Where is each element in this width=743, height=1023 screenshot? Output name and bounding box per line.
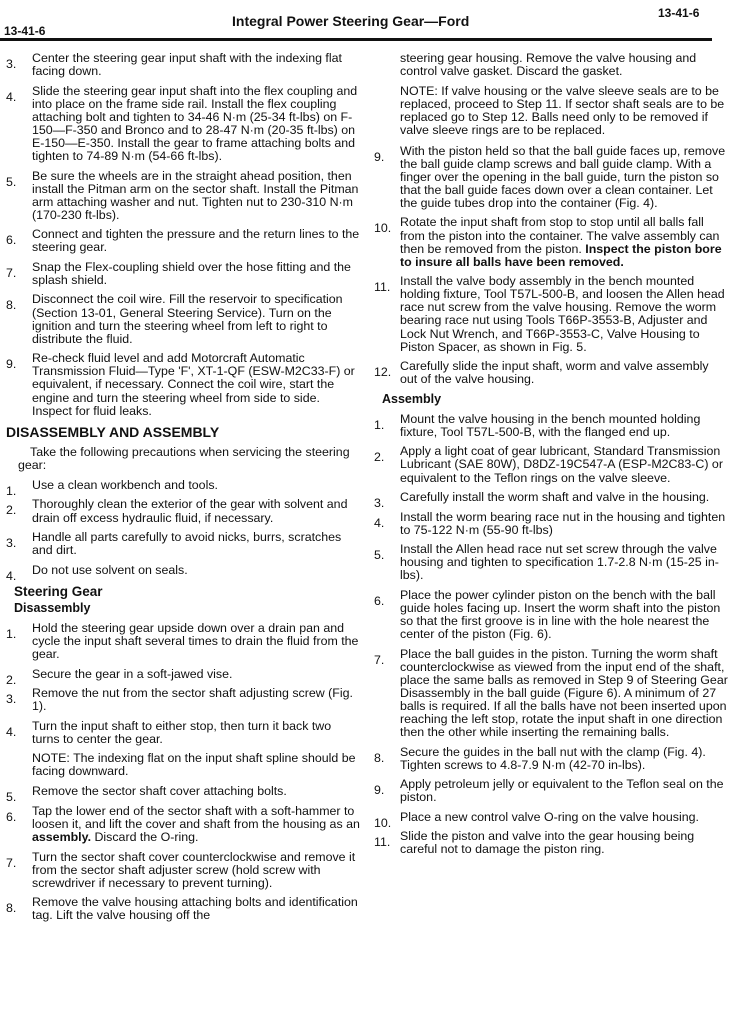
- note-text: NOTE: The indexing flat on the input shaft spline should be facing downward.: [32, 751, 356, 779]
- list-item: [374, 589, 728, 641]
- item-number: 6.: [6, 233, 17, 248]
- item-text: Turn the input shaft to either stop, then turn it back two turns to center the gear.: [32, 718, 332, 746]
- list-item: [6, 622, 362, 661]
- item-number: 1.: [6, 626, 17, 641]
- item-number: 5.: [374, 548, 385, 563]
- page-number-right: 13-41-6: [658, 6, 700, 20]
- item-number: 5.: [6, 174, 17, 189]
- item-text-after: Discard the O-ring.: [91, 830, 199, 845]
- list-item: [374, 648, 728, 740]
- item-text: Place a new control valve O-ring on the valve housing.: [400, 809, 699, 824]
- right-column: [374, 52, 728, 863]
- item-text: Remove the valve housing attaching bolts and identification tag. Lift the valve housing off the: [32, 895, 358, 923]
- item-text: Mount the valve housing in the bench mounted holding fixture, Tool T57L-500-B, with the flanged end up.: [400, 411, 701, 439]
- item-text: Install the Allen head race nut set screw through the valve housing and tighten to specification 1.7-2.8 N·m (15-25 in-lbs).: [400, 542, 719, 583]
- disassembly-list-right: [374, 145, 728, 387]
- page-header: [0, 0, 743, 44]
- list-item: [374, 490, 728, 511]
- list-item: [6, 170, 362, 222]
- item-number: 2.: [374, 450, 385, 465]
- list-item: [374, 746, 728, 772]
- install-steps-list: [6, 52, 362, 418]
- list-item: [6, 784, 362, 805]
- list-item: [6, 720, 362, 746]
- subsection-heading: Steering Gear: [14, 583, 103, 599]
- item-text: Install the valve body assembly in the bench mounted holding fixture, Tool T57L-500-B, and loosen the Allen head race nut screw from the valve housing. Remove the worm bearing race nut using Tools T66P-3553-B, Adjuster and Lock Nut Wrench, and T66P-3553-C, Valve Housing to Piston Spacer, as shown in Fig. 5.: [400, 274, 725, 354]
- item-text: Hold the steering gear upside down over a drain pan and cycle the input shaft several times to drain the fluid from the gear.: [32, 620, 359, 662]
- list-item: [6, 85, 362, 164]
- item-number: 7.: [374, 652, 385, 667]
- item-text: Secure the guides in the ball nut with the clamp (Fig. 4). Tighten screws to 4.8-7.9 N·m (42-70 in-lbs).: [400, 744, 706, 772]
- list-item: [6, 687, 362, 713]
- item-number: 10.: [374, 221, 392, 236]
- item-text: Handle all parts carefully to avoid nicks, burrs, scratches and dirt.: [32, 530, 342, 558]
- item-number: 12.: [374, 365, 392, 380]
- item-number: 8.: [374, 750, 385, 765]
- item-number: 3.: [6, 57, 17, 71]
- item-text: Be sure the wheels are in the straight ahead position, then install the Pitman arm on the sector shaft. Install the Pitman arm attaching washer and nut. Tighten nut to 230-310 N·m (170-230 ft-lbs).: [32, 168, 359, 222]
- item-number: 4.: [6, 724, 17, 739]
- header-rule: [0, 38, 712, 41]
- item-text: Apply a light coat of gear lubricant, Standard Transmission Lubricant (SAE 80W), D8DZ-19C547-A (ESP-M2C83-C) or equivalent to the Teflon rings on the valve sleeve.: [400, 444, 723, 485]
- item-text: Slide the piston and valve into the gear housing being careful not to damage the piston ring.: [400, 829, 695, 857]
- item-text-bold: Inspect the piston bore to insure all balls have been removed.: [400, 241, 722, 269]
- item-text: Slide the steering gear input shaft into the flex coupling and into place on the frame side rail. Install the flex coupling attaching bolt and tighten to 34-46 N·m (25-34 ft-lbs) on F-150—F-350 and Bronco and to 28-47 N·m (20-35 ft-lbs) on E-150—E-350. Install the gear to frame attaching bolts and tighten to 74-89 N·m (54-66 ft-lbs).: [32, 83, 358, 164]
- assembly-list: [374, 413, 728, 857]
- item-number: 8.: [6, 901, 17, 916]
- item-number: 3.: [374, 496, 385, 511]
- list-item: [6, 805, 362, 844]
- item-text: Install the worm bearing race nut in the housing and tighten to 75-122 N·m (55-90 ft-lbs): [400, 509, 726, 537]
- list-item: [374, 809, 728, 830]
- item-number: 6.: [374, 593, 385, 608]
- list-item: [6, 666, 362, 687]
- list-item: [6, 293, 362, 345]
- item-number: 3.: [6, 536, 17, 551]
- list-item: [374, 145, 728, 210]
- list-item: [6, 531, 362, 557]
- item-number: 4.: [374, 515, 385, 530]
- precautions-list: [6, 477, 362, 583]
- continued-text: steering gear housing. Remove the valve housing and control valve gasket. Discard the gasket.: [400, 51, 697, 79]
- item-number: 6.: [6, 809, 17, 824]
- item-text: Turn the sector shaft cover counterclockwise and remove it from the sector shaft adjuster screw (hold screw with screwdriver if necessary to prevent turning).: [32, 849, 356, 890]
- assembly-heading: Assembly: [382, 391, 442, 406]
- item-text: Tap the lower end of the sector shaft with a soft-hammer to loosen it, and lift the cover and shaft from the housing as an: [32, 803, 360, 831]
- item-text: Remove the sector shaft cover attaching bolts.: [32, 784, 287, 799]
- item-text-bold: assembly.: [32, 830, 92, 845]
- item-number: 4.: [6, 89, 17, 104]
- item-number: 1.: [374, 417, 385, 432]
- item-number: 8.: [6, 298, 17, 313]
- item-number: 4.: [6, 568, 17, 583]
- section-heading: DISASSEMBLY AND ASSEMBLY: [6, 423, 220, 440]
- disassembly-list: [6, 622, 362, 746]
- item-number: 1.: [6, 483, 17, 498]
- list-item: [374, 511, 728, 537]
- list-item: [6, 477, 362, 498]
- item-number: 2.: [6, 503, 17, 518]
- disassembly-list-continued: [6, 785, 362, 922]
- list-item: [6, 896, 362, 922]
- list-item: [374, 830, 728, 856]
- item-text: Apply petroleum jelly or equivalent to the Teflon seal on the piston.: [400, 777, 724, 805]
- list-item: [374, 413, 728, 439]
- left-column: [6, 52, 362, 929]
- item-text: Place the power cylinder piston on the bench with the ball guide holes facing up. Insert the worm shaft into the piston so that the first groove is in line with the hole nearest the center of the piston (Fig. 6).: [400, 587, 721, 642]
- item-number: 9.: [374, 149, 385, 164]
- list-item: [374, 275, 728, 354]
- item-number: 10.: [374, 815, 392, 830]
- item-text: Snap the Flex-coupling shield over the hose fitting and the splash shield.: [32, 259, 351, 287]
- list-item: [374, 445, 728, 484]
- list-item: [374, 360, 728, 386]
- page-title: Integral Power Steering Gear—Ford: [232, 13, 470, 29]
- item-text: Carefully install the worm shaft and valve in the housing.: [400, 490, 710, 505]
- item-text: Place the ball guides in the piston. Turning the worm shaft counterclockwise as viewed from the input end of the shaft, place the same balls as removed in Step 9 of Steering Gear Disassembly in the ball guide (Figure 6). A minimum of 27 balls is required. If all the balls have not been inserted upon reaching the left stop, rotate the input shaft in one direction then the other while inserting the remaining balls.: [400, 646, 728, 740]
- disassembly-heading: Disassembly: [14, 600, 91, 615]
- list-item: [374, 778, 728, 804]
- page-number-left: 13-41-6: [4, 24, 46, 38]
- note-text: NOTE: If valve housing or the valve sleeve seals are to be replaced, proceed to Step 11. If sector shaft seals are to be replaced go to Step 12. Balls need only to be removed if valve sleeve rings are to be replaced.: [400, 84, 725, 138]
- list-item: [6, 228, 362, 254]
- item-text: Secure the gear in a soft-jawed vise.: [32, 666, 233, 681]
- item-number: 7.: [6, 265, 17, 280]
- item-number: 9.: [6, 357, 17, 372]
- item-number: 9.: [374, 783, 385, 798]
- item-text: Center the steering gear input shaft with the indexing flat facing down.: [32, 51, 342, 79]
- item-number: 11.: [374, 835, 391, 850]
- item-text: Connect and tighten the pressure and the return lines to the steering gear.: [32, 227, 360, 255]
- item-text: With the piston held so that the ball guide faces up, remove the ball guide clamp screws and ball guide clamp. With a finger over the opening in the ball guide, turn the piston so that the ball guide faces down over a clean container. Let the guide tubes drop into the container (Fig. 4).: [400, 143, 726, 210]
- list-item: [6, 352, 362, 417]
- list-item: [6, 851, 362, 890]
- item-number: 7.: [6, 855, 17, 870]
- list-item: [374, 543, 728, 582]
- item-text: Thoroughly clean the exterior of the gear with solvent and drain off excess hydraulic fluid, if necessary.: [32, 497, 348, 525]
- item-text: Do not use solvent on seals.: [32, 562, 188, 577]
- item-number: 5.: [6, 790, 17, 805]
- item-number: 2.: [6, 672, 17, 687]
- list-item: [6, 52, 362, 78]
- list-item: [374, 216, 728, 268]
- item-number: 3.: [6, 692, 17, 707]
- list-item: [6, 261, 362, 287]
- item-text: Use a clean workbench and tools.: [32, 477, 218, 492]
- item-number: 11.: [374, 280, 391, 295]
- item-text: Re-check fluid level and add Motorcraft Automatic Transmission Fluid—Type 'F', XT-1-QF (ESW-M2C33-F) or equivalent, if necessary. Connect the coil wire, start the engine and turn the steering wheel from side to side. Inspect for fluid leaks.: [32, 351, 355, 418]
- item-text: Disconnect the coil wire. Fill the reservoir to specification (Section 13-01, General Steering Service). Turn on the ignition and turn the steering wheel from left to right to distribute the fluid.: [32, 292, 343, 346]
- item-text: Remove the nut from the sector shaft adjusting screw (Fig. 1).: [32, 686, 353, 714]
- list-item: [6, 498, 362, 524]
- item-text: Carefully slide the input shaft, worm and valve assembly out of the valve housing.: [400, 359, 709, 387]
- item-text: Rotate the input shaft from stop to stop until all balls fall from the piston into the container. The valve assembly can then be removed from the piston.: [400, 215, 720, 256]
- list-item: [6, 562, 362, 583]
- section-intro: Take the following precautions when servicing the steering gear:: [18, 444, 350, 472]
